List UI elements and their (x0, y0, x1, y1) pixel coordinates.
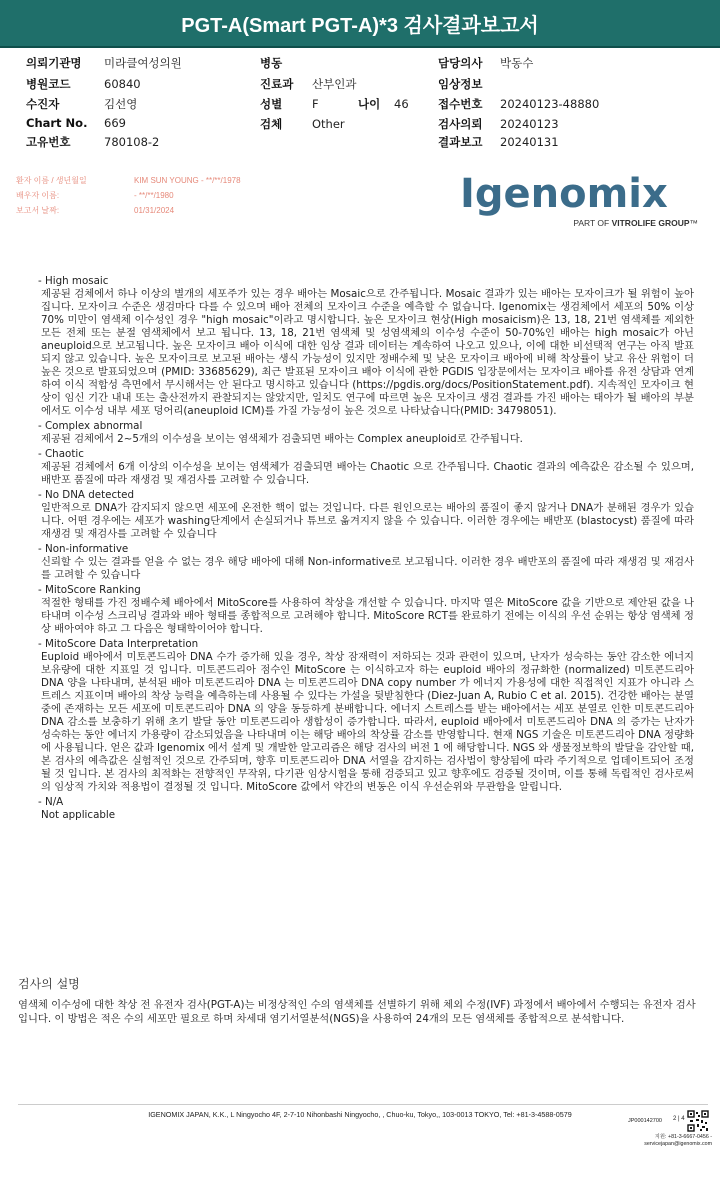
explanation-body: 염색체 이수성에 대한 착상 전 유전자 검사(PGT-A)는 비정상적인 수의 염색체를 선별하기 위해 체외 수정(IVF) 과정에서 배아에서 수행되는 유전자 검사입니다. 이 방법은 적은 수의 세포만 필요로 하며 차세대 염기서열분석(NGS)을 사용하여 24개의 모든 염색체를 종합적으로 분석합니다. (18, 999, 696, 1025)
info-row-clinical-info (438, 76, 500, 92)
section-title: - Complex abnormal (38, 420, 143, 432)
patient-value: - **/**/1980 (134, 191, 174, 200)
patient-block (16, 173, 241, 218)
info-label: 의뢰기관명 (26, 56, 82, 70)
section-title: - Chaotic (38, 448, 84, 460)
info-row-sex (260, 96, 319, 112)
info-row-specimen (260, 116, 345, 132)
info-value: F (312, 97, 319, 111)
info-label: 성별 (260, 97, 283, 111)
info-value: 60840 (104, 77, 141, 91)
patient-value: 01/31/2024 (134, 206, 175, 215)
info-label: 결과보고 (438, 135, 483, 149)
patient-label: 배우자 이름: (16, 191, 60, 200)
info-label: Chart No. (26, 116, 88, 130)
section-body: 일반적으로 DNA가 감지되지 않으면 세포에 온전한 핵이 없는 것입니다. 다른 원인으로는 배아의 품질이 좋지 않거나 DNA가 분해된 경우가 있습니다. 어떤 경우에는 세포가 washing단계에서 손실되거나 튜브로 옮겨지지 않을 수 있습니다. 이러한 경우에는 배반포 (blastocyst) 품질에 따라 재생검 및 재검사를 고려할 수 있습니다 (41, 502, 694, 540)
info-label: 나이 (358, 97, 381, 111)
section-title: - MitoScore Ranking (38, 584, 141, 596)
logo-tag-brand: VITROLIFE GROUP (611, 218, 690, 228)
explanation-title: 검사의 설명 (18, 977, 80, 991)
patient-label: 환자 이름 / 생년월일 (16, 176, 87, 185)
patient-row (16, 188, 241, 203)
info-value: 669 (104, 116, 126, 130)
info-row-institution (26, 55, 182, 71)
info-label: 검사의뢰 (438, 117, 483, 131)
section-body: 제공된 검체에서 하나 이상의 별개의 세포주가 있는 경우 배아는 Mosaic으로 간주됩니다. Mosaic 결과가 있는 배아는 모자이크가 될 위험이 높아집니다. 모자이크 수준은 생검마다 다를 수 있으며 배아 전체의 모자이크 수준을 예측할 수 없습니다. Igenomix는 생검체에서 세포의 50% 이상 70% 미만이 염색체 이수성인 경우 "high mosaic"이라고 명시합니다. 높은 모자이크 현상(High mosaicism)은 13, 18, 21번 염색체를 제외한 모든 전체 또는 분절 염색체에서 보고 됩니다. 13, 18, 21번 염색체 및 성염색체의 이수성 수준이 50-70%인 배아는 high mosaic가 아닌 aneuploid으로 보고됩니다. 높은 모자이크 배아 이식에 대한 임상 결과 데이터는 계속하여 나오고 있으나, 이에 대한 비선택적 연구는 아직 발표되지 않고 있습니다. 높은 모자이크로 보고된 배아는 생식 가능성이 있지만 정배수체 및 낮은 모자이크 배아에 비해 착상률이 낮고 유산 위험이 더 높은 것으로 발표되었으며 (PMID: 33685629), 최근 발표된 모자이크 배아 이식에 관한 PGDIS 입장문에서는 모자이크 배아를 유전 상담과 연계하여 이식 적합성 측면에서 무시해서는 안 된다고 명시하고 있습니다 (https://pgdis.org/docs/PositionStatement.pdf). 지속적인 모자이크 현상이 임신 기간 내내 또는 출산전까지 관찰되지는 않았지만, 일치도 연구에 따르면 높은 모자이크 생검 결과를 가진 배아는 태아가 될 배아의 부분에서도 이수성 내부 세포 덩어리(aneuploid ICM)를 가질 가능성이 높은 것으로 나타났습니다(PMID: 34798051). (41, 288, 694, 417)
info-value: 김선영 (104, 97, 138, 111)
info-label: 진료과 (260, 77, 294, 91)
info-row-hospital-code (26, 76, 141, 92)
info-row-report-date (438, 134, 559, 150)
info-row-ward (260, 55, 312, 71)
info-value: 박동수 (500, 56, 534, 70)
igenomix-logo (460, 172, 706, 228)
info-label: 수진자 (26, 97, 60, 111)
section-body: 제공된 검체에서 2~5개의 이수성을 보이는 염색체가 검출되면 배아는 Complex aneuploid로 간주됩니다. (41, 433, 523, 445)
section-title: - No DNA detected (38, 489, 135, 501)
info-row-id-number (26, 134, 159, 150)
info-value: 20240131 (500, 135, 559, 149)
info-label: 임상정보 (438, 77, 483, 91)
info-value: Other (312, 117, 345, 131)
support-email: servicejapan@igenomix.com (644, 1141, 712, 1147)
section-body: 신뢰할 수 있는 결과를 얻을 수 없는 경우 해당 배아에 대해 Non-informative로 보고됩니다. 이러한 경우 배반포의 품질에 따라 재생검 및 재검사를 고려할 수 있습니다 (41, 556, 694, 581)
section-title: - Non-informative (38, 543, 129, 555)
support-phone: 지원: +81-3-6667-0456 - (654, 1134, 712, 1140)
info-row-chart-no (26, 116, 126, 130)
patient-row (16, 173, 241, 188)
info-row-age (358, 96, 409, 112)
patient-row (16, 203, 241, 218)
section-body: 적절한 형태를 가진 정배수체 배아에서 MitoScore를 사용하여 착상을 개선할 수 있습니다. 마지막 열은 MitoScore 값을 기반으로 제안된 값을 나타내며 이수성 스크리닝 결과와 배아 형태를 종합적으로 고려해야 합니다. MitoScore RCT를 완료하기 전에는 이식의 우선 순위는 항상 염색체 정상 배아여야 하고 그 다음은 형태학이어야 합니다. (41, 597, 694, 635)
logo-tagline (460, 218, 698, 228)
support-contact (628, 1134, 712, 1148)
footer-divider (18, 1104, 708, 1105)
section-body: 제공된 검체에서 6개 이상의 이수성을 보이는 염색체가 검출되면 배아는 Chaotic 으로 간주됩니다. Chaotic 결과의 예측값은 감소될 수 있으며, 배반포 품질에 따라 재생검 및 재검사를 고려할 수 있습니다. (41, 461, 694, 486)
patient-value: KIM SUN YOUNG - **/**/1978 (134, 176, 241, 185)
info-row-patient (26, 96, 137, 112)
info-label: 접수번호 (438, 97, 483, 111)
logo-tag-prefix: PART OF (573, 218, 612, 228)
info-value: 미라클여성의원 (104, 56, 182, 70)
info-label: 병동 (260, 56, 283, 70)
info-value: 산부인과 (312, 77, 357, 91)
logo-wordmark: Igenomix (460, 171, 668, 217)
page-number: 2 | 4 (673, 1116, 685, 1122)
info-label: 담당의사 (438, 56, 483, 70)
section-title: - MitoScore Data Interpretation (38, 638, 199, 650)
section-body: Not applicable (41, 809, 116, 821)
info-row-doctor (438, 55, 533, 71)
section-title: - N/A (38, 796, 64, 808)
info-row-department (260, 76, 356, 92)
section-title: - High mosaic (38, 275, 109, 287)
patient-label: 보고서 날짜: (16, 206, 60, 215)
section-body: Euploid 배아에서 미토콘드리아 DNA 수가 증가해 있을 경우, 착상 잠재력이 저하되는 것과 관련이 있으며, 난자가 성숙하는 동안 감소한 에너지 보유량에 대한 지표일 것 입니다. 미토콘드리아 점수인 MitoScore 는 이식하고자 하는 euploid 배아의 정규화한 (normalized) 미토콘드리아 DNA 양을 나타내며, 분석된 배아 미토콘드리아 DNA 는 미토콘드리아 DNA copy number 가 에너지 가용성에 대한 직접적인 지표가 아니라 스트레스 지표이며 배아의 착상 능력을 예측하는데 사용될 수 있다는 가설을 뒷받침한다 (Diez-Juan A, Rubio C et al. 2015). 건강한 배아는 분열 중에 존재하는 모든 세포에 미토콘드리아 DNA 의 양을 동등하게 분배합니다. 에너지 스트레스를 받는 배아에서는 세포 분열로 인한 미토콘드리아 DNA 감소를 보충하기 위해 초기 발달 동안 미토콘드리아 생합성이 증가합니다. 따라서, euploid 배아에서 미토콘드리아 DNA 의 증가는 난자가 성숙하는 동안 에너지 가용량이 감소되었음을 나타내며 이는 해당 배아의 착상률 감소를 반영합니다. 현재 NGS 기술은 미토콘드리아 DNA 정량화에 사용됩니다. 얻은 값과 Igenomix 에서 설계 및 개발한 알고리즘은 해당 검사의 버전 1 에 해당합니다. NGS 와 생물정보학의 발달을 감안할 때, 본 검사의 예측값은 실험적인 것으로 간주되며, 향후 미토콘드리아 DNA 서열을 감지하는 검사법이 향상됨에 따라 주기적으로 업데이트되어 조정될 것 입니다. 본 검사의 최적화는 전향적인 무작위, 다기관 임상시험을 통해 검증되고 있고 향후에도 검증될 것이며, 이를 통해 독립적인 검사로써의 임상적 가치와 적용법이 결정될 것 입니다. MitoScore 값에서 약간의 변동은 이식 우선순위와 무관함을 알립니다. (41, 651, 694, 793)
info-value: 780108-2 (104, 135, 160, 149)
document-id: JP000142700 (628, 1118, 662, 1124)
info-value: 20240123 (500, 117, 559, 131)
info-label: 고유번호 (26, 135, 71, 149)
info-label: 검체 (260, 117, 283, 131)
logo-tag-suffix: ™ (689, 218, 698, 228)
info-label: 병원코드 (26, 77, 71, 91)
info-value: 20240123-48880 (500, 97, 600, 111)
footer-address: IGENOMIX JAPAN, K.K., L Ningyocho 4F, 2-7-10 Nihonbashi Ningyocho, , Chuo-ku, Tokyo,, 103-0013 TOKYO, Tel: +81-3-4588-0579 (148, 1110, 572, 1119)
info-row-reception-no (438, 96, 599, 112)
info-row-request-date (438, 116, 559, 132)
report-title: PGT-A(Smart PGT-A)*3 검사결과보고서 (181, 14, 539, 37)
report-title-bar (0, 0, 720, 48)
info-value: 46 (394, 97, 409, 111)
qr-code-icon (687, 1110, 709, 1132)
result-definitions (38, 273, 694, 823)
